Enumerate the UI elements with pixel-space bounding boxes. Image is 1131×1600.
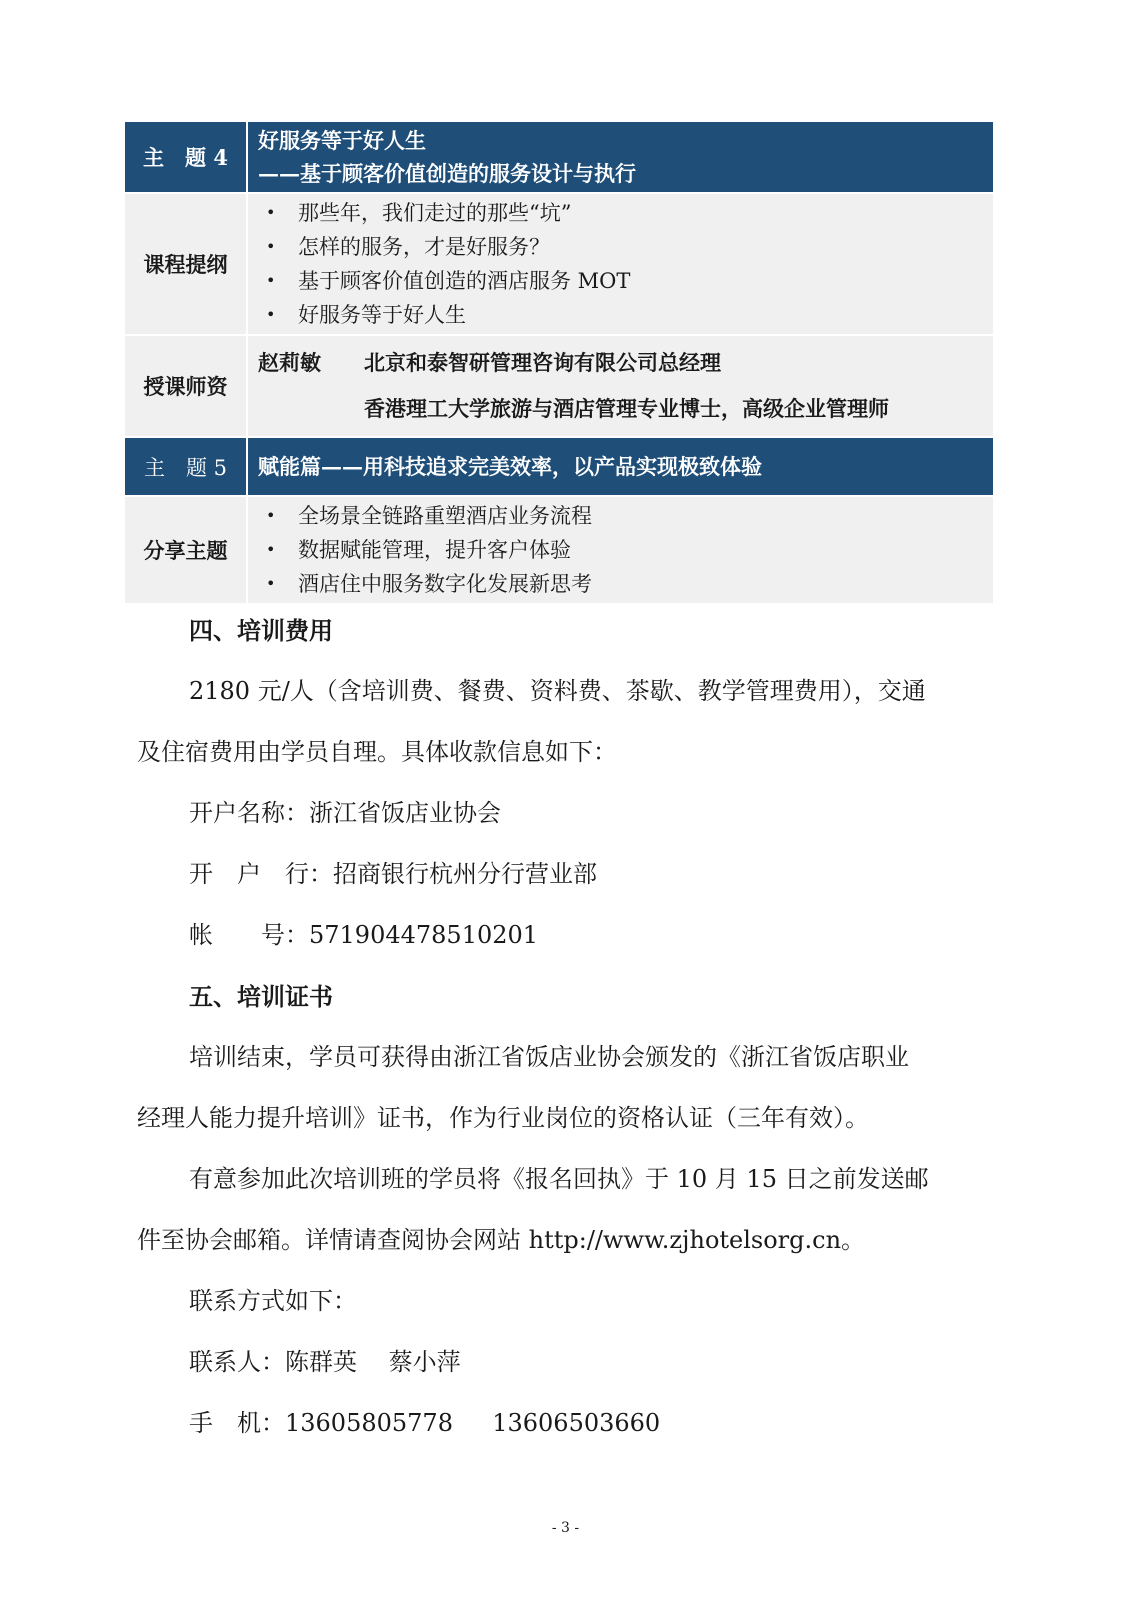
certificate-text-line1: 培训结束，学员可获得由浙江省饭店业协会颁发的《浙江省饭店职业 <box>189 1043 909 1071</box>
contact-persons: 联系人：陈群英 蔡小萍 <box>189 1348 461 1376</box>
bullet-icon: • <box>266 237 276 256</box>
topic5-label: 主 题 5 <box>143 455 228 480</box>
teacher-row <box>125 334 993 436</box>
topic5-row <box>125 436 993 495</box>
section4-heading: 四、培训费用 <box>189 616 333 645</box>
teacher-line1: 北京和泰智研管理咨询有限公司总经理 <box>364 350 721 375</box>
share-list <box>248 497 993 603</box>
outline-cell <box>246 194 993 334</box>
outline-row <box>125 192 993 334</box>
topic4-row <box>125 122 993 192</box>
teacher-label: 授课师资 <box>143 374 228 399</box>
bullet-icon: • <box>266 203 276 222</box>
bullet-icon: • <box>266 271 276 290</box>
bullet-icon: • <box>266 540 276 559</box>
contact-phones: 手 机：13605805778 13606503660 <box>189 1409 661 1437</box>
list-item <box>266 567 993 601</box>
topic4-subtitle: ——基于顾客价值创造的服务设计与执行 <box>258 161 636 186</box>
teacher-line2: 香港理工大学旅游与酒店管理专业博士，高级企业管理师 <box>364 396 889 421</box>
page-number: - 3 - <box>551 1520 580 1536</box>
registration-text-line1: 有意参加此次培训班的学员将《报名回执》于 10 月 15 日之前发送邮 <box>189 1165 929 1193</box>
bullet-icon: • <box>266 305 276 324</box>
teacher-cell <box>246 336 993 436</box>
bullet-icon: • <box>266 506 276 525</box>
document-body <box>137 600 997 1454</box>
list-item <box>266 230 993 264</box>
list-item-text: 基于顾客价值创造的酒店服务 MOT <box>298 269 631 293</box>
teacher-name: 赵莉敏 <box>258 350 321 375</box>
account-name: 开户名称：浙江省饭店业协会 <box>189 799 501 827</box>
list-item <box>266 264 993 298</box>
list-item-text: 怎样的服务，才是好服务？ <box>298 235 550 259</box>
fee-text-line2: 及住宿费用由学员自理。具体收款信息如下： <box>137 738 617 766</box>
share-row <box>125 495 993 603</box>
list-item-text: 数据赋能管理，提升客户体验 <box>298 538 571 562</box>
topic4-title: 好服务等于好人生 <box>258 128 426 153</box>
contact-intro: 联系方式如下： <box>189 1287 357 1315</box>
registration-text-line2: 件至协会邮箱。详情请查阅协会网站 http://www.zjhotelsorg.cn。 <box>137 1226 866 1254</box>
topic5-title: 赋能篇——用科技追求完美效率，以产品实现极致体验 <box>246 438 993 495</box>
list-item <box>266 298 993 332</box>
account-number: 帐 号：571904478510201 <box>189 921 539 949</box>
list-item <box>266 196 993 230</box>
course-table <box>125 122 993 603</box>
list-item <box>266 499 993 533</box>
topic4-label: 主 题 4 <box>143 145 228 170</box>
list-item <box>266 533 993 567</box>
list-item-text: 那些年，我们走过的那些“坑” <box>298 201 572 225</box>
fee-text-line1: 2180 元/人（含培训费、餐费、资料费、茶歇、教学管理费用），交通 <box>189 677 926 705</box>
list-item-text: 好服务等于好人生 <box>298 303 466 327</box>
share-cell <box>246 497 993 603</box>
bank-name: 开 户 行：招商银行杭州分行营业部 <box>189 860 597 888</box>
section5-heading: 五、培训证书 <box>189 982 333 1011</box>
list-item-text: 全场景全链路重塑酒店业务流程 <box>298 504 592 528</box>
outline-list <box>248 194 993 334</box>
list-item-text: 酒店住中服务数字化发展新思考 <box>298 572 592 596</box>
certificate-text-line2: 经理人能力提升培训》证书，作为行业岗位的资格认证（三年有效）。 <box>137 1104 869 1132</box>
outline-label: 课程提纲 <box>143 252 228 277</box>
topic4-title-cell <box>246 122 993 192</box>
share-label: 分享主题 <box>143 538 228 563</box>
bullet-icon: • <box>266 574 276 593</box>
